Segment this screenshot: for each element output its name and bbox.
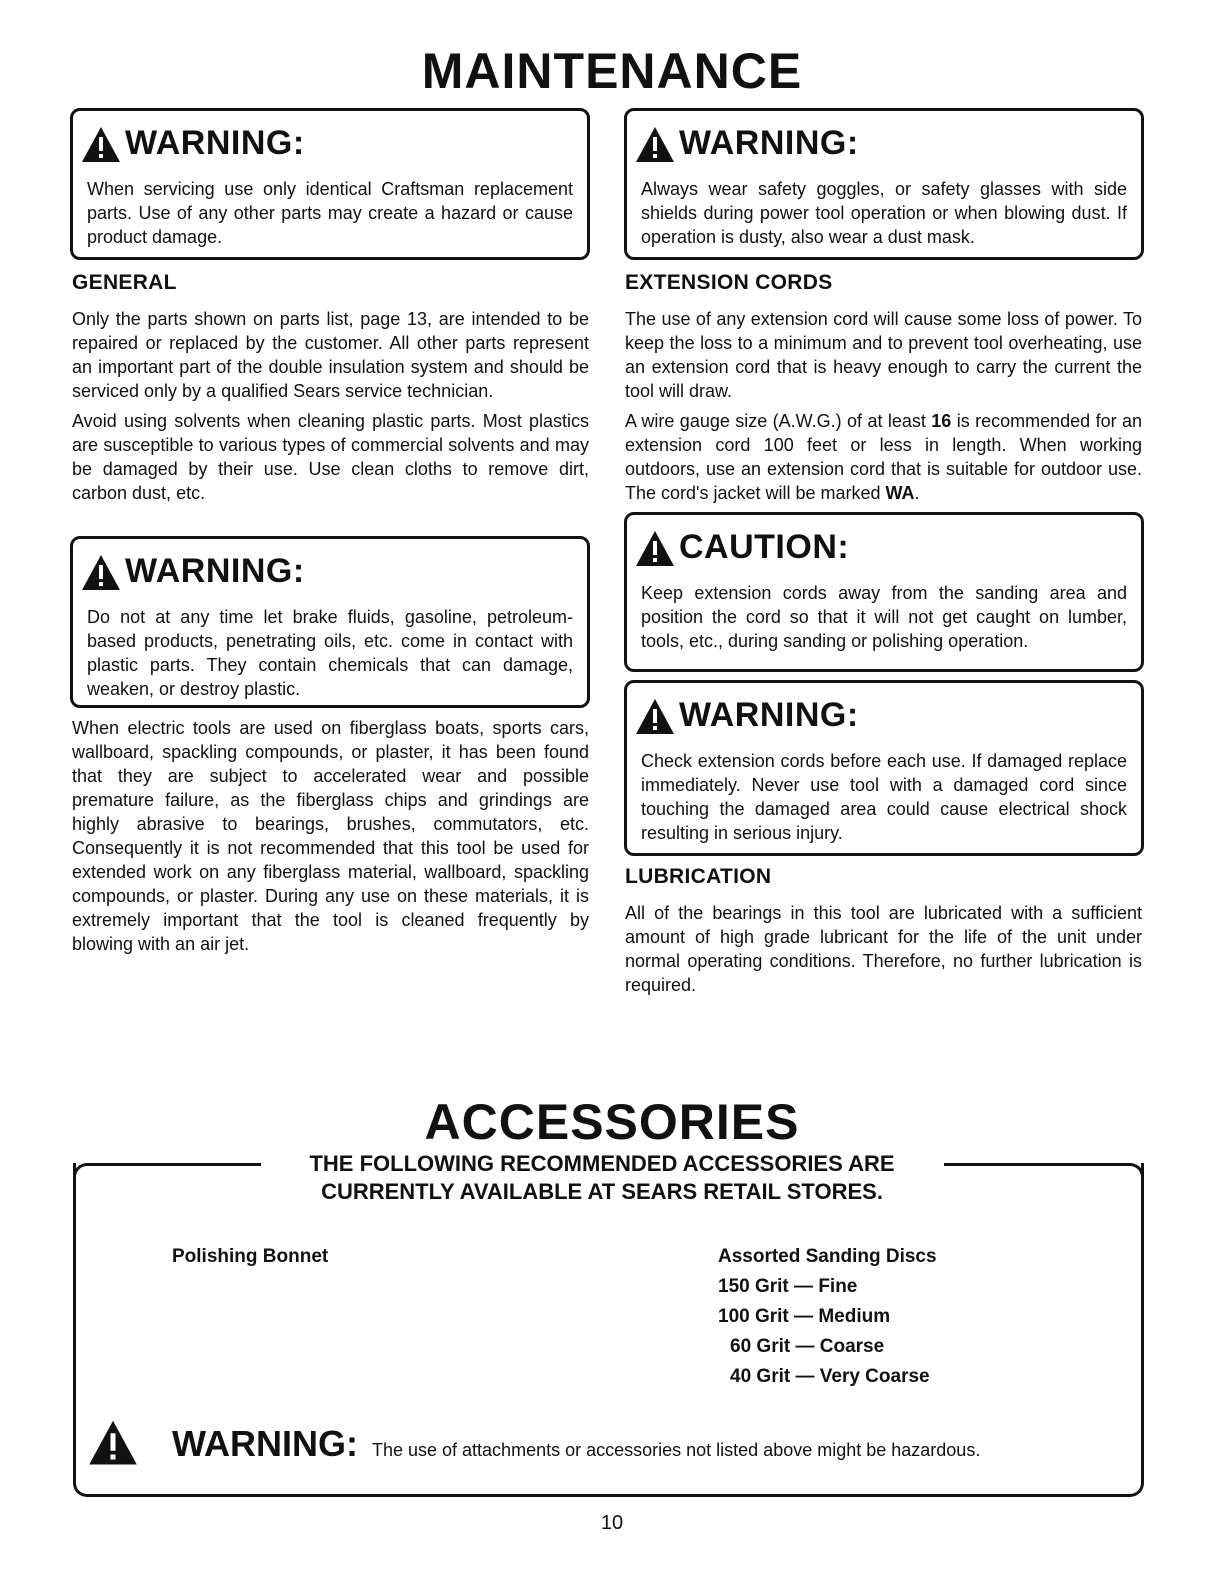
warning-triangle-icon [81,553,121,591]
lubrication-paragraph: All of the bearings in this tool are lubricated with a sufficient amount of high grade lubricant for the life of the unit under normal operating conditions. Therefore, no further lubrication is required. [625,903,1142,995]
list-item: 100 Grit — Medium [718,1306,891,1327]
warning-label: WARNING: [125,124,305,162]
general-heading: GENERAL [72,271,177,294]
warning-triangle-icon [635,125,675,163]
caution-text: Keep extension cords away from the sanding area and position the cord so that it will not get caught on lumber, tools, etc., during sanding or polishing operation. [641,583,1127,651]
lubrication-section [625,864,1142,997]
general-paragraph-2: Avoid using solvents when cleaning plastic parts. Most plastics are susceptible to various types of commercial solvents and may be damaged by their use. Use clean cloths to remove dirt, carbon dust, etc. [72,411,589,503]
accessories-title: ACCESSORIES [424,1094,800,1150]
caution-header [635,515,1127,567]
accessories-warning-label: WARNING: [172,1423,358,1464]
warning-box-check-cords [624,680,1144,856]
maintenance-title: MAINTENANCE [421,43,803,99]
caution-box-extension-cords [624,512,1144,672]
accessories-box-top-left-border [73,1163,261,1193]
warning-label: WARNING: [679,124,859,162]
general-section [72,270,589,505]
warning-label: WARNING: [125,552,305,590]
page-number: 10 [600,1512,624,1534]
accessories-warning-text: The use of attachments or accessories not listed above might be hazardous. [371,1440,981,1460]
polishing-bonnet-item: Polishing Bonnet [172,1246,329,1267]
warning-triangle-icon [635,529,675,567]
extension-cords-heading: EXTENSION CORDS [625,271,833,294]
cord-jacket-mark: WA [885,483,915,503]
warning-header [635,111,1127,163]
extension-cords-paragraph-2: A wire gauge size (A.W.G.) of at least 16 is recommended for an extension cord 100 feet or less in length. When working outdoors, use an extension cord that is suitable for outdoor use. The cord's jacket will be marked WA. [625,411,1142,503]
warning-text: Do not at any time let brake fluids, gasoline, petroleum-based products, penetrating oils, etc. come in contact with plastic parts. They contain chemicals that can damage, weaken, or destroy plastic. [87,607,573,699]
accessories-warning [88,1418,1128,1466]
list-item: 150 Grit — Fine [718,1276,858,1297]
extension-cords-section [625,270,1142,505]
wire-gauge-value: 16 [931,411,952,431]
accessories-subtitle-line-2: CURRENTLY AVAILABLE AT SEARS RETAIL STORES. [321,1179,883,1204]
warning-text: Always wear safety goggles, or safety glasses with side shields during power tool operation or when blowing dust. If operation is dusty, also wear a dust mask. [641,179,1127,247]
warning-box-safety-goggles [624,108,1144,260]
warning-box-brake-fluids [70,536,590,708]
warning-triangle-icon [635,697,675,735]
warning-header [635,683,1127,735]
warning-header [81,539,573,591]
lubrication-heading: LUBRICATION [625,865,772,888]
warning-triangle-icon [88,1418,138,1466]
general-paragraph-1: Only the parts shown on parts list, page 13, are intended to be repaired or replaced by the customer. All other parts represent an important part of the double insulation system and should be serviced only by a qualified Sears service technician. [72,309,589,401]
warning-box-replacement-parts [70,108,590,260]
warning-triangle-icon [81,125,121,163]
warning-header [81,111,573,163]
accessories-subtitle-line-1: THE FOLLOWING RECOMMENDED ACCESSORIES ARE [309,1151,895,1176]
accessories-box-top-right-border [944,1163,1144,1193]
fiberglass-paragraph: When electric tools are used on fiberglass boats, sports cars, wallboard, spackling compounds, or plaster, it has been found that they are subject to accelerated wear and possible premature failure, as the fiberglass chips and grindings are highly abrasive to bearings, brushes, commutators, etc. Consequently it is not recommended that this tool be used for extended work on any fiberglass material, wallboard, spackling compounds, or plaster. During any use on these materials, it is extremely important that the tool is cleaned frequently by blowing with an air jet. [72,718,589,954]
extension-cords-paragraph-1: The use of any extension cord will cause some loss of power. To keep the loss to a minimum and to prevent tool overheating, use an extension cord that is heavy enough to carry the current the tool will draw. [625,309,1142,401]
sanding-discs-heading: Assorted Sanding Discs [718,1246,937,1267]
warning-text: Check extension cords before each use. If damaged replace immediately. Never use tool with a damaged cord since touching the damaged area could cause electrical shock resulting in serious injury. [641,751,1127,843]
accessories-subtitle [260,1150,944,1206]
sanding-discs-list [718,1242,937,1392]
caution-label: CAUTION: [679,528,850,566]
warning-label: WARNING: [679,696,859,734]
list-item: 40 Grit — Very Coarse [730,1366,930,1387]
list-item: 60 Grit — Coarse [730,1336,885,1357]
warning-text: When servicing use only identical Craftsman replacement parts. Use of any other parts may create a hazard or cause product damage. [87,179,573,247]
